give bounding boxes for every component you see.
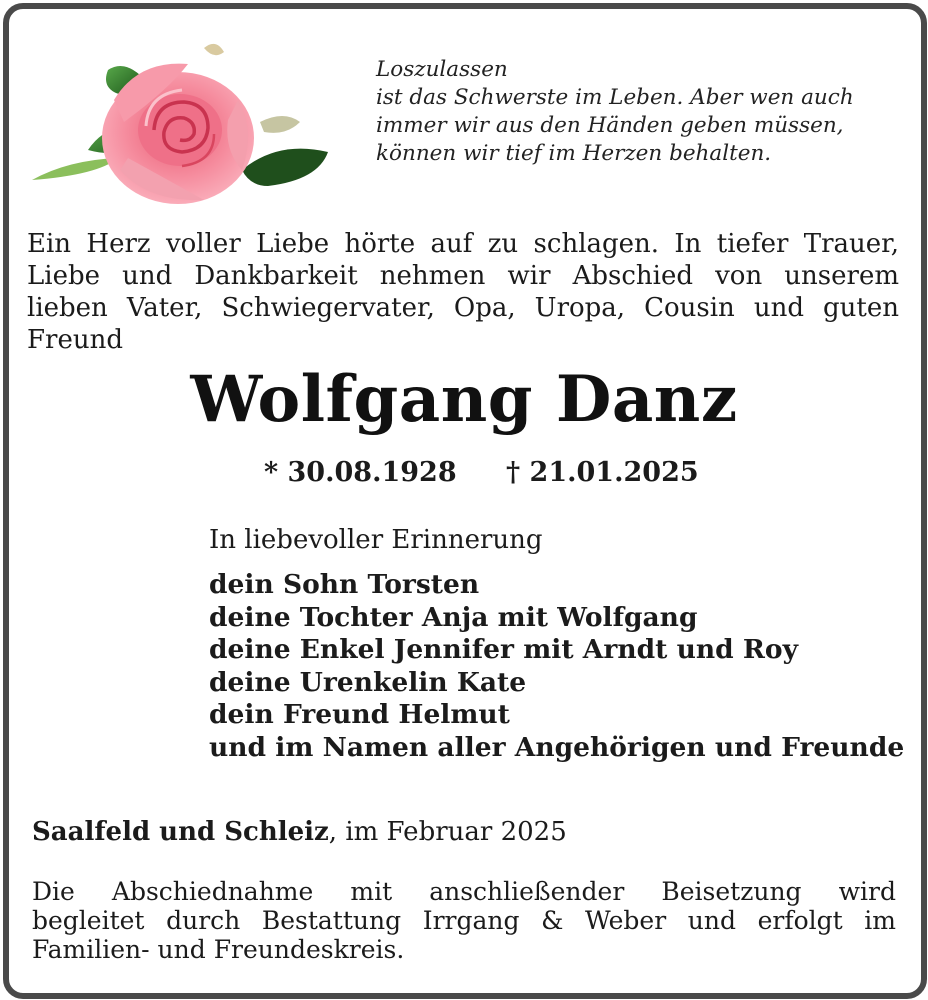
mourner-line: deine Enkel Jennifer mit Arndt und Roy xyxy=(209,634,798,665)
rose-flower-icon xyxy=(28,30,348,210)
life-dates xyxy=(264,456,699,490)
mourner-line: und im Namen aller Angehörigen und Freunde xyxy=(209,731,905,763)
birth-date: * 30.08.1928 xyxy=(264,457,457,488)
intro-line: lieben Vater, Schwiegervater, Opa, Uropa, Cousin und guten xyxy=(27,293,899,323)
place-location: Saalfeld und Schleiz xyxy=(32,817,329,847)
intro-line: Liebe und Dankbarkeit nehmen wir Abschied von unserem xyxy=(27,261,899,291)
mourner-line: deine Tochter Anja mit Wolfgang xyxy=(209,601,698,633)
death-date: † 21.01.2025 xyxy=(506,457,699,488)
intro-line: Ein Herz voller Liebe hörte auf zu schlagen. In tiefer Trauer, xyxy=(27,229,899,259)
mourner-line: dein Sohn Torsten xyxy=(209,569,480,600)
quote-line: immer wir aus den Händen geben müssen, xyxy=(376,113,844,138)
mourner-line: deine Urenkelin Kate xyxy=(209,666,527,698)
memory-line: In liebevoller Erinnerung xyxy=(209,525,543,555)
funeral-info-line: Familien- und Freundeskreis. xyxy=(32,935,405,964)
funeral-info-line: begleitet durch Bestattung Irrgang & Weber und erfolgt im xyxy=(32,906,896,935)
quote-line: ist das Schwerste im Leben. Aber wen auch xyxy=(376,85,854,110)
quote-block xyxy=(376,56,854,168)
place-and-date xyxy=(32,815,567,849)
funeral-info xyxy=(32,877,896,964)
intro-paragraph xyxy=(27,228,899,356)
place-date: , im Februar 2025 xyxy=(328,817,567,847)
quote-line: Loszulassen xyxy=(376,57,508,82)
mourner-line: dein Freund Helmut xyxy=(209,699,510,730)
intro-line: Freund xyxy=(27,325,123,355)
funeral-info-line: Die Abschiednahme mit anschließender Beisetzung wird xyxy=(32,877,896,906)
deceased-name: Wolfgang Danz xyxy=(190,362,738,437)
quote-line: können wir tief im Herzen behalten. xyxy=(376,141,772,166)
mourners-list xyxy=(209,569,904,764)
